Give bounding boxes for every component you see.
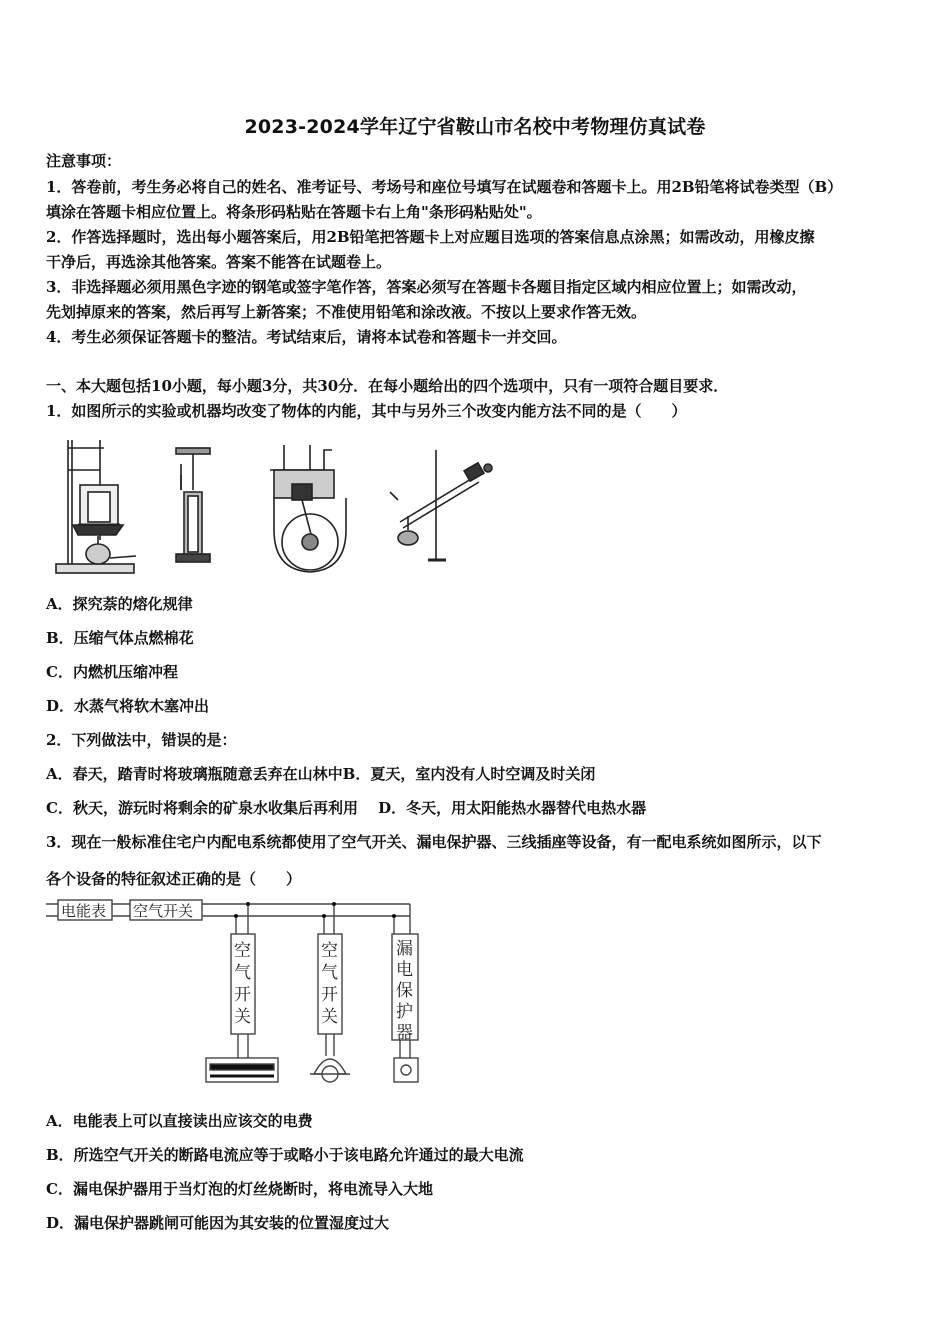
question-1-stem: 1．如图所示的实验或机器均改变了物体的内能，其中与另外三个改变内能方法不同的是（ ） [46,402,687,420]
compression-tube-figure [176,448,210,562]
engine-figure [270,445,346,572]
q3-option-a: A．电能表上可以直接读出应该交的电费 [46,1112,313,1130]
branch3-char: 保 [396,981,413,1001]
branch2-char: 空 [321,941,338,961]
q1-figures [48,430,508,580]
branch2-char: 开 [321,985,338,1005]
q3-option-b: B．所选空气开关的断路电流应等于或略小于该电路允许通过的最大电流 [46,1146,524,1164]
distribution-diagram [44,896,434,1090]
meter-label: 电能表 [61,902,107,920]
branch1-char: 空 [234,941,251,961]
three-pin-socket [394,1058,418,1082]
q3-option-c: C．漏电保护器用于当灯泡的灯丝烧断时，将电流导入大地 [46,1180,433,1198]
q3-option-d: D．漏电保护器跳闸可能因为其安装的位置湿度过大 [46,1214,390,1232]
q2-option-ab: A．春天，踏青时将玻璃瓶随意丢弃在山林中B．夏天，室内没有人时空调及时关闭 [46,765,596,783]
branch3-char: 器 [396,1023,413,1043]
branch3-char: 护 [396,1002,413,1022]
notice-line: 1．答卷前，考生务必将自己的姓名、准考证号、考场号和座位号填写在试题卷和答题卡上。用2B铅笔将试卷类型（B） [46,178,843,196]
page-title: 2023-2024学年辽宁省鞍山市名校中考物理仿真试卷 [244,116,706,138]
main-switch-label: 空气开关 [133,902,194,920]
notice-line: 干净后，再选涂其他答案。答案不能答在试题卷上。 [46,253,392,271]
branch2-char: 气 [321,963,338,983]
question-3-stem-line2: 各个设备的特征叙述正确的是（ ） [46,870,302,888]
section-heading: 一、本大题包括10小题，每小题3分，共30分．在每小题给出的四个选项中，只有一项符合题目要求． [46,377,729,395]
branch3-char: 电 [396,960,413,980]
notice-line: 填涂在答题卡相应位置上。将条形码粘贴在答题卡右上角"条形码粘贴处"。 [46,203,542,221]
branch3-char: 漏 [396,939,413,959]
branch1-char: 开 [234,985,251,1005]
notice-line: 3．非选择题必须用黑色字迹的钢笔或签字笔作答，答案必须写在答题卡各题目指定区域内相应位置上；如需改动， [46,278,807,296]
melting-experiment-figure [56,440,136,573]
notice-line: 2．作答选择题时，选出每小题答案后，用2B铅笔把答题卡上对应题目选项的答案信息点涂黑；如需改动，用橡皮擦 [46,228,815,246]
q1-option-a: A．探究萘的熔化规律 [46,595,193,613]
q1-option-d: D．水蒸气将软木塞冲出 [46,697,210,715]
notice-line: 4．考生必须保证答题卡的整洁。考试结束后，请将本试卷和答题卡一并交回。 [46,328,567,346]
question-2-stem: 2．下列做法中，错误的是： [46,731,237,749]
notice-heading: 注意事项： [46,152,122,170]
q2-option-cd: C．秋天，游玩时将剩余的矿泉水收集后再利用 D．冬天，用太阳能热水器替代电热水器 [46,799,647,817]
branch1-char: 关 [234,1007,251,1027]
q1-option-c: C．内燃机压缩冲程 [46,663,178,681]
steam-cork-figure [390,450,492,560]
q1-option-b: B．压缩气体点燃棉花 [46,629,194,647]
branch1-char: 气 [234,963,251,983]
notice-line: 先划掉原来的答案，然后再写上新答案；不准使用铅笔和涂改液。不按以上要求作答无效。 [46,303,647,321]
question-3-stem-line1: 3．现在一般标准住宅户内配电系统都使用了空气开关、漏电保护器、三线插座等设备，有一配电系统如图所示，以下 [46,833,822,851]
branch2-char: 关 [321,1007,338,1027]
